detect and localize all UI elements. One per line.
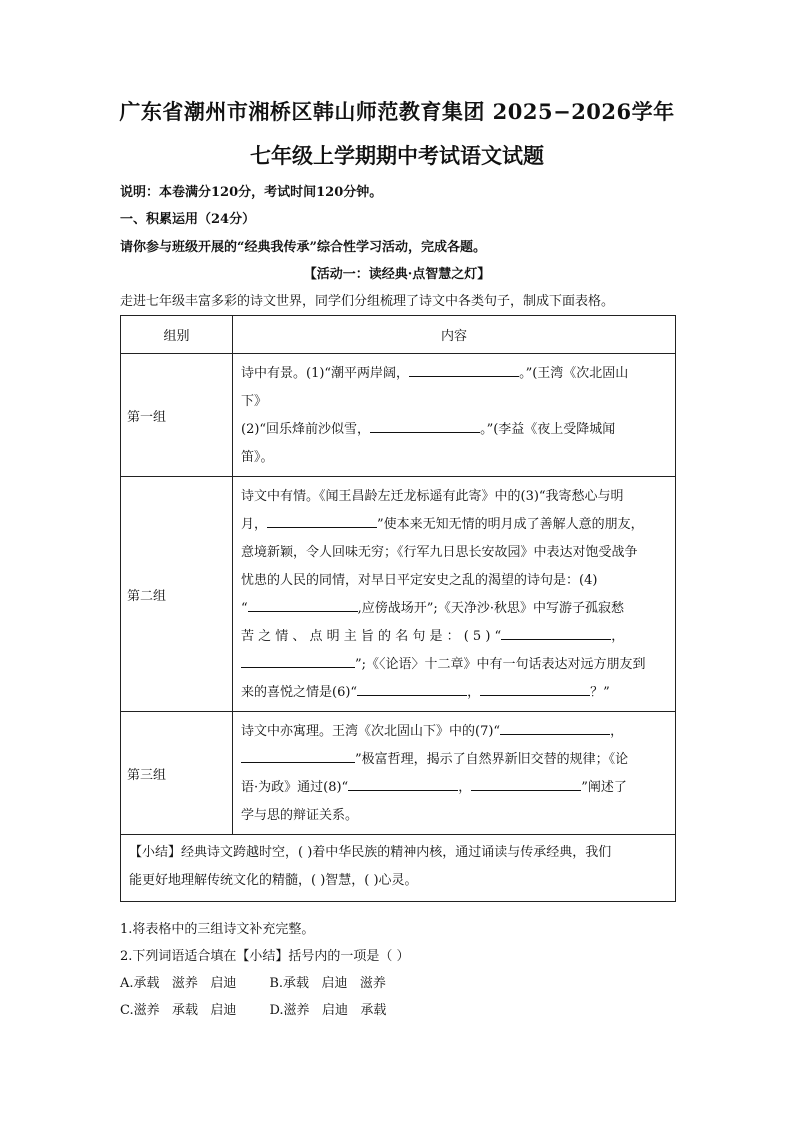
content-line: ”极富哲理，揭示了自然界新旧交替的规律；《论 [241, 746, 667, 774]
poetry-table [120, 315, 676, 902]
content-line: 来的喜悦之情是(6)“ ， ？” [241, 679, 667, 707]
group-label: 第一组 [121, 354, 233, 477]
table-row [121, 477, 676, 712]
content-line: 意境新颖，令人回味无穷；《行军九日思长安故园》中表达对饱受战争 [241, 545, 638, 560]
answer-blank[interactable] [480, 681, 590, 696]
answer-blank[interactable] [370, 418, 480, 433]
answer-blank[interactable] [357, 681, 467, 696]
section-heading: 一、积累运用（24分） [120, 212, 256, 227]
question-2-options-cd[interactable]: C.滋养 承载 启迪 D.滋养 启迪 承载 [120, 1003, 387, 1018]
answer-blank[interactable] [348, 776, 458, 791]
summary-line: 能更好地理解传统文化的精髓，( )智慧，( )心灵。 [129, 873, 418, 888]
answer-blank[interactable] [241, 748, 355, 763]
answer-blank[interactable] [501, 625, 611, 640]
group-label: 第三组 [121, 712, 233, 835]
exam-title-line1: 广东省潮州市湘桥区韩山师范教育集团 2025−2026学年 [119, 99, 675, 124]
question-2: 2.下列词语适合填在【小结】括号内的一项是（ ） [120, 949, 410, 964]
content-line: 诗文中亦寓理。王湾《次北固山下》中的(7)“ ， [241, 718, 667, 746]
answer-blank[interactable] [241, 653, 355, 668]
header-cell-content: 内容 [233, 316, 676, 354]
answer-blank[interactable] [500, 720, 610, 735]
content-line: “ ,应傍战场开”;《天净沙·秋思》中写游子孤寂愁 [241, 595, 667, 623]
group-label: 第二组 [121, 477, 233, 712]
content-line: 苦 之 情 、 点 明 主 旨 的 名 句 是 ： ( 5 ) “ ， [241, 623, 667, 651]
question-1: 1.将表格中的三组诗文补充完整。 [120, 922, 315, 937]
exam-title-line2: 七年级上学期期中考试语文试题 [250, 143, 544, 168]
summary-cell [121, 835, 676, 902]
summary-line: 【小结】经典诗文跨越时空，( )着中华民族的精神内核，通过诵读与传承经典，我们 [129, 845, 612, 860]
table-row [121, 354, 676, 477]
content-line: 笛》。 [241, 450, 274, 465]
group-content [233, 477, 676, 712]
answer-blank[interactable] [409, 362, 519, 377]
content-line: (2)“回乐烽前沙似雪， 。”(李益《夜上受降城闻 [241, 416, 667, 444]
task-instruction: 请你参与班级开展的“经典我传承”综合性学习活动，完成各题。 [120, 240, 486, 255]
answer-blank[interactable] [248, 597, 358, 612]
content-line: 诗文中有情。《闻王昌龄左迁龙标遥有此寄》中的(3)“我寄愁心与明 [241, 489, 624, 504]
content-line: ”;《〈论语〉十二章》中有一句话表达对远方朋友到 [241, 651, 667, 679]
content-line: 忧患的人民的同情，对早日平定安史之乱的渴望的诗句是：(4) [241, 573, 598, 588]
table-row [121, 712, 676, 835]
content-line: 诗中有景。(1)“潮平两岸阔， 。”(王湾《次北固山 [241, 360, 667, 388]
header-cell-group: 组别 [121, 316, 233, 354]
lead-paragraph: 走进七年级丰富多彩的诗文世界，同学们分组梳理了诗文中各类句子，制成下面表格。 [120, 294, 615, 309]
answer-blank[interactable] [471, 776, 581, 791]
answer-blank[interactable] [267, 513, 377, 528]
group-content [233, 354, 676, 477]
content-line: 下》 [241, 394, 268, 409]
exam-note: 说明：本卷满分120分，考试时间120分钟。 [120, 185, 383, 200]
content-line: 月， ”使本来无知无情的明月成了善解人意的朋友， [241, 511, 667, 539]
question-2-options-ab[interactable]: A.承载 滋养 启迪 B.承载 启迪 滋养 [120, 976, 386, 991]
group-content [233, 712, 676, 835]
summary-row [121, 835, 676, 902]
content-line: 学与思的辩证关系。 [241, 808, 359, 823]
activity-heading: 【活动一：读经典·点智慧之灯】 [303, 267, 491, 282]
table-header-row [121, 316, 676, 354]
content-line: 语·为政》通过(8)“ ， ”阐述了 [241, 774, 667, 802]
